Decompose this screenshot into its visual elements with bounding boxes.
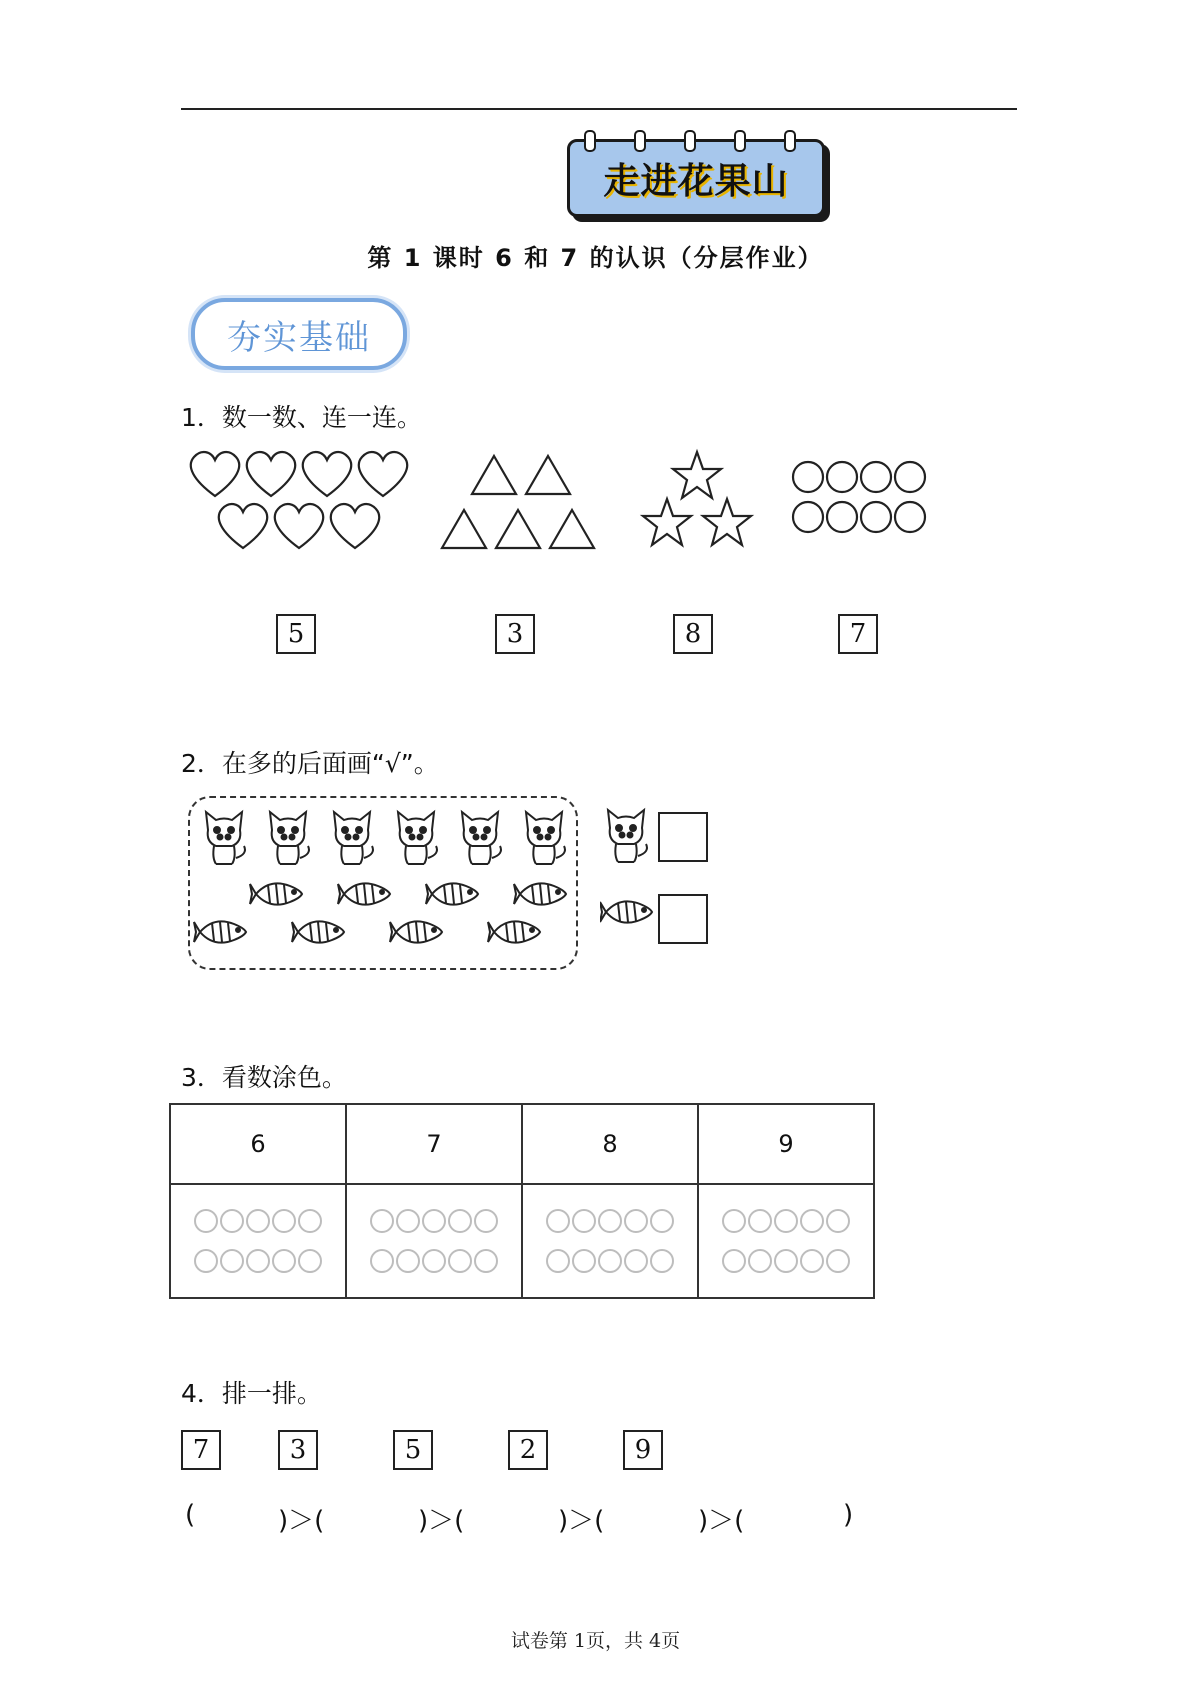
fish-icon (390, 921, 442, 942)
unit-title-box (567, 139, 825, 217)
q4-number-box: 2 (508, 1430, 548, 1470)
fish-icon (292, 921, 344, 942)
fish-icon (426, 883, 478, 904)
heart-icon (191, 452, 239, 496)
q2-title: 2．在多的后面画“√”。 (181, 749, 439, 778)
header-rule (181, 108, 1017, 110)
fish-icon (488, 921, 540, 942)
heart-icon (303, 452, 351, 496)
q4-title: 4．排一排。 (181, 1379, 322, 1408)
q3-header-cell: 7 (346, 1104, 522, 1184)
q1-number-box: 7 (838, 614, 878, 654)
unit-title: 走进花果山 (603, 160, 789, 202)
star-icon (673, 452, 721, 498)
q4-blank-close: ) (843, 1500, 854, 1530)
q3-color-table (169, 1103, 875, 1299)
fish-icon (338, 883, 390, 904)
hearts-group (191, 452, 407, 548)
q1-number-box: 5 (276, 614, 316, 654)
q3-header-cell: 8 (522, 1104, 698, 1184)
q1-number-box: 3 (495, 614, 535, 654)
page-footer: 试卷第 1页，共 4页 (510, 1630, 681, 1652)
triangle-icon (550, 510, 594, 548)
heart-icon (275, 504, 323, 548)
star-icon (703, 499, 751, 545)
q4-blank-open: ( (185, 1500, 196, 1530)
triangle-icon (472, 456, 516, 494)
fish-icon (514, 883, 566, 904)
q1-number-box: 8 (673, 614, 713, 654)
q4-blank-gt: )＞( (278, 1506, 325, 1536)
q3-circle-cell[interactable] (170, 1184, 346, 1298)
triangles-group (442, 456, 594, 548)
q2-cat-answer-box[interactable] (658, 812, 708, 862)
q1-title: 1．数一数、连一连。 (181, 403, 422, 432)
cat-icon (206, 812, 245, 864)
q3-title: 3．看数涂色。 (181, 1063, 347, 1092)
q3-header-cell: 9 (698, 1104, 874, 1184)
circles-group (793, 462, 925, 532)
section-tag-label: 夯实基础 (227, 317, 371, 358)
cat-icon (270, 812, 309, 864)
q1-shapes (186, 446, 936, 556)
q3-circle-cell[interactable] (698, 1184, 874, 1298)
lesson-title: 第 1 课时 6 和 7 的认识（分层作业） (367, 244, 824, 272)
heart-icon (247, 452, 295, 496)
heart-icon (219, 504, 267, 548)
fish-icon (250, 883, 302, 904)
fish-icon (600, 901, 652, 922)
q4-number-box: 5 (393, 1430, 433, 1470)
fish-icon (194, 921, 246, 942)
q4-blank-gt: )＞( (558, 1506, 605, 1536)
q4-number-box: 9 (623, 1430, 663, 1470)
cat-icon (608, 810, 647, 862)
q4-number-box: 7 (181, 1430, 221, 1470)
stars-group (643, 452, 751, 545)
q4-number-box: 3 (278, 1430, 318, 1470)
q2-fish-answer-box[interactable] (658, 894, 708, 944)
triangle-icon (442, 510, 486, 548)
section-tag (191, 298, 407, 370)
star-icon (643, 499, 691, 545)
q2-legend-animals (600, 804, 658, 934)
q3-circle-cell[interactable] (522, 1184, 698, 1298)
q3-header-cell: 6 (170, 1104, 346, 1184)
triangle-icon (496, 510, 540, 548)
q4-blank-gt: )＞( (418, 1506, 465, 1536)
cat-icon (526, 812, 565, 864)
cat-icon (398, 812, 437, 864)
q4-blank-gt: )＞( (698, 1506, 745, 1536)
cat-icon (462, 812, 501, 864)
triangle-icon (526, 456, 570, 494)
cat-icon (334, 812, 373, 864)
heart-icon (331, 504, 379, 548)
heart-icon (359, 452, 407, 496)
q3-circle-cell[interactable] (346, 1184, 522, 1298)
